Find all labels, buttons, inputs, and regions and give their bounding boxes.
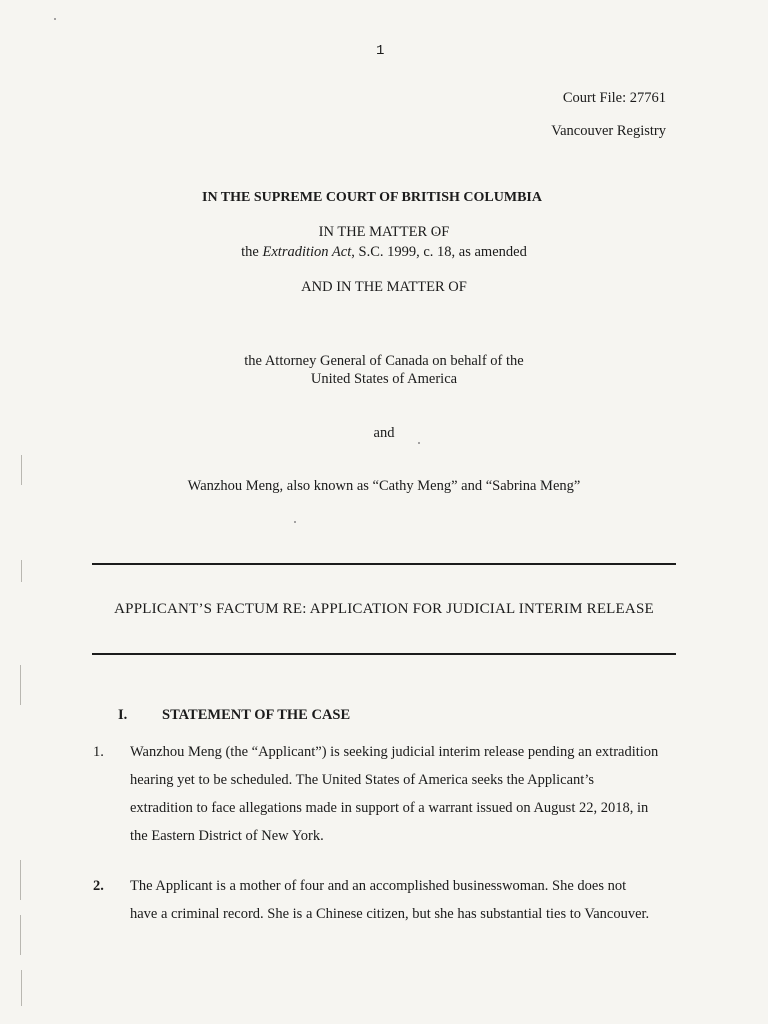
statute-prefix: the bbox=[241, 244, 263, 260]
applicant-party-line-1: the Attorney General of Canada on behalf of the bbox=[244, 353, 524, 369]
paragraph-line: The Applicant is a mother of four and an accomplished businesswoman. She does not bbox=[130, 878, 627, 894]
party-conjunction: and bbox=[373, 425, 395, 441]
court-title: IN THE SUPREME COURT OF BRITISH COLUMBIA bbox=[202, 190, 542, 205]
scan-mark bbox=[21, 970, 22, 1006]
respondent-party: Wanzhou Meng, also known as “Cathy Meng” and “Sabrina Meng” bbox=[187, 478, 581, 494]
registry-name: Vancouver Registry bbox=[551, 123, 666, 139]
statute-reference bbox=[0, 245, 768, 260]
paragraph-number: 1. bbox=[93, 744, 104, 760]
statute-name: Extradition Act bbox=[262, 244, 352, 260]
applicant-party-line-2: United States of America bbox=[310, 371, 458, 387]
title-rule-bottom bbox=[92, 653, 676, 655]
scan-mark bbox=[20, 915, 21, 955]
paragraph-line: Wanzhou Meng (the “Applicant”) is seeking judicial interim release pending an extradition bbox=[130, 744, 659, 760]
second-matter-heading: AND IN THE MATTER OF bbox=[301, 279, 467, 295]
page-number: 1 bbox=[376, 43, 385, 59]
paragraph-line: hearing yet to be scheduled. The United States of America seeks the Applicant’s bbox=[130, 772, 595, 788]
paragraph-line: the Eastern District of New York. bbox=[130, 828, 324, 844]
section-heading: STATEMENT OF THE CASE bbox=[162, 707, 351, 723]
paragraph-line: have a criminal record. She is a Chinese citizen, but she has substantial ties to Vancouver. bbox=[130, 906, 650, 922]
statute-citation: , S.C. 1999, c. 18, as amended bbox=[351, 244, 527, 260]
paragraph-line: extradition to face allegations made in support of a warrant issued on August 22, 2018, in bbox=[130, 800, 649, 816]
scan-mark bbox=[21, 560, 22, 582]
scan-mark bbox=[20, 860, 21, 900]
section-number: I. bbox=[118, 707, 128, 723]
document-title: APPLICANT’S FACTUM RE: APPLICATION FOR JUDICIAL INTERIM RELEASE bbox=[114, 601, 654, 617]
scan-speck bbox=[54, 18, 56, 20]
matter-heading: IN THE MATTER OF bbox=[318, 224, 450, 240]
paragraph-number: 2. bbox=[93, 878, 104, 894]
scan-speck bbox=[294, 521, 296, 523]
title-rule-top bbox=[92, 563, 676, 565]
scan-mark bbox=[20, 665, 21, 705]
scan-speck bbox=[418, 442, 420, 444]
court-file-number: Court File: 27761 bbox=[562, 90, 666, 106]
